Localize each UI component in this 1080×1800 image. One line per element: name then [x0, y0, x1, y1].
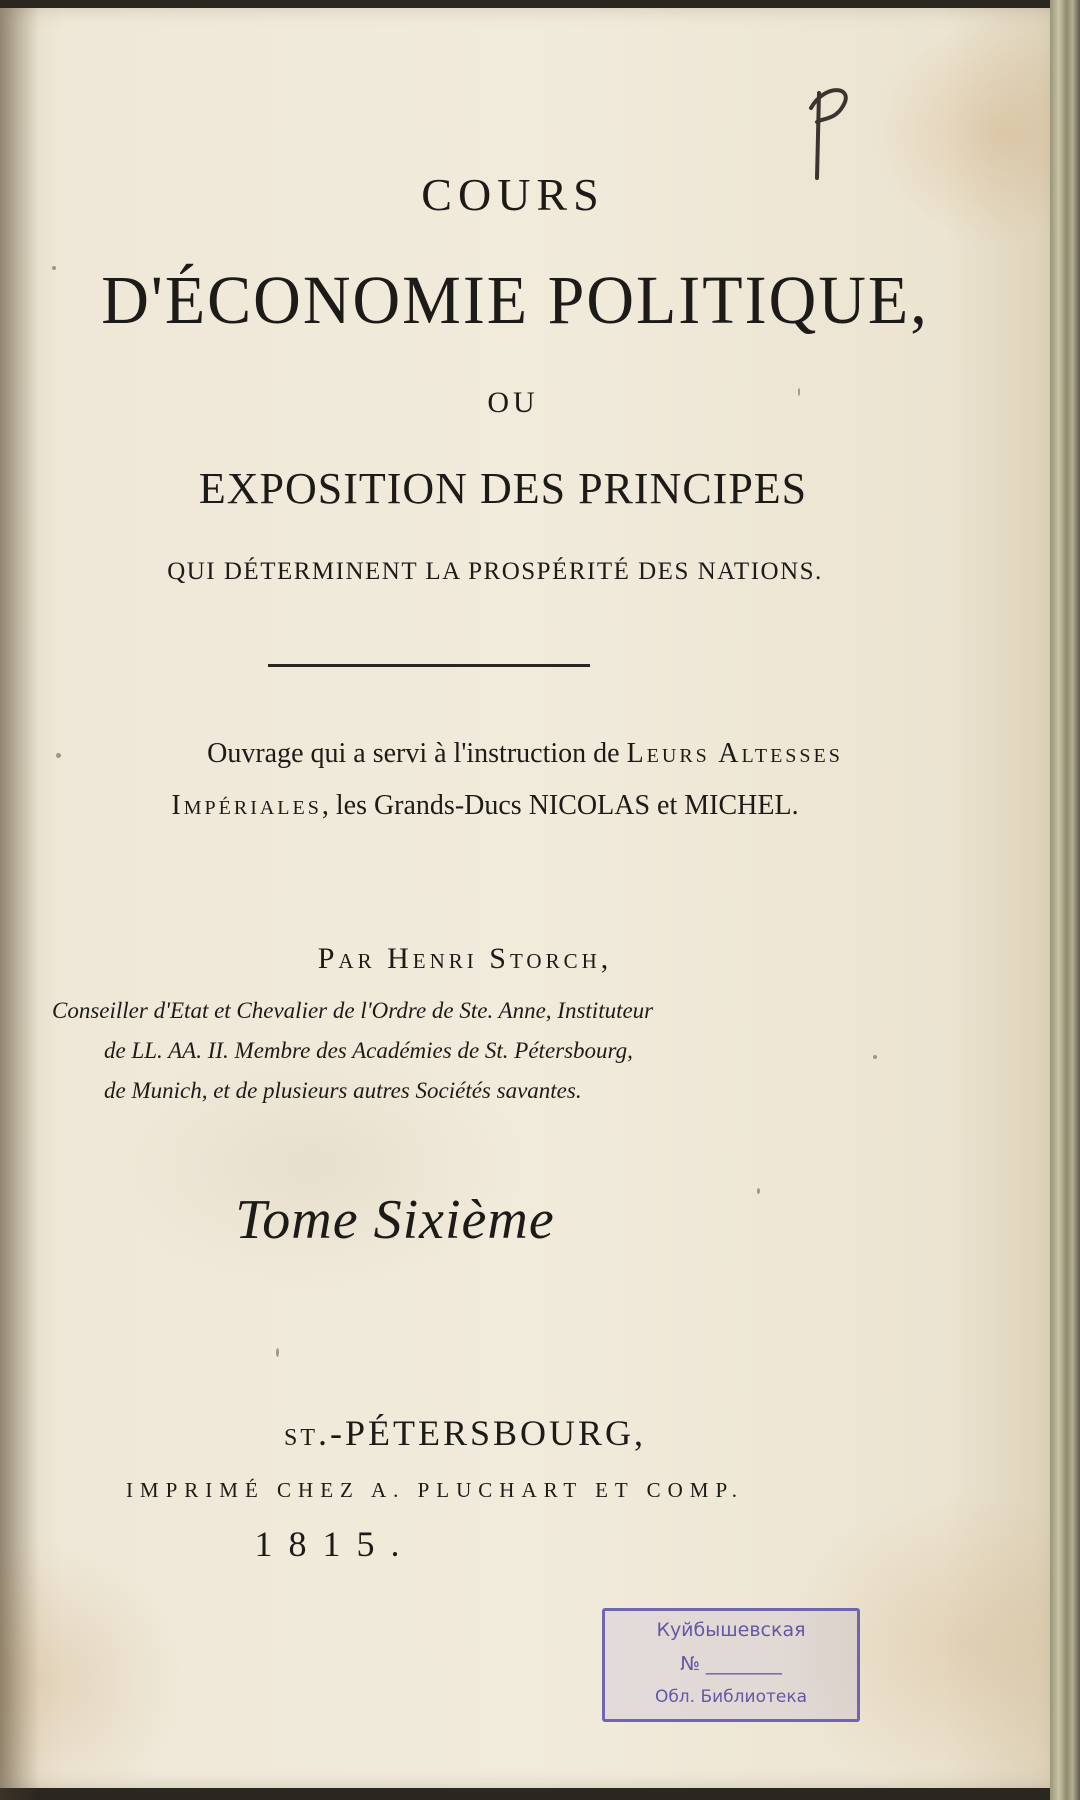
divider-rule [268, 664, 590, 667]
title-page [0, 8, 1050, 1788]
credentials-line-1: Conseiller d'Etat et Chevalier de l'Ordre de Ste. Anne, Instituteur [52, 998, 654, 1023]
subtitle-line-2: QUI DÉTERMINENT LA PROSPÉRITÉ DES NATIONS. [167, 558, 823, 585]
title-connector: OU [487, 386, 539, 419]
dedication-line-1 [0, 738, 1050, 770]
paper-speck [276, 1348, 279, 1357]
city-prefix: ST [283, 1425, 318, 1451]
credentials-line-3: de Munich, et de plusieurs autres Sociétés savantes. [104, 1078, 582, 1103]
imprint-printer: IMPRIMÉ CHEZ A. PLUCHART ET COMP. [125, 1478, 745, 1502]
imprint-city [0, 1412, 990, 1454]
title-line-2: D'ÉCONOMIE POLITIQUE, [101, 262, 929, 339]
dedication-line-2 [0, 790, 1010, 822]
dedication-text-1a: Ouvrage qui a servi à l'instruction de [207, 738, 627, 769]
subtitle-line-1: EXPOSITION DES PRINCIPES [198, 464, 808, 513]
stamp-line-2: № ________ [680, 1653, 782, 1675]
library-stamp [602, 1608, 860, 1722]
dedication-text-2b: , les Grands-Ducs NICOLAS et MICHEL. [321, 790, 799, 821]
city-rest: .-PÉTERSBOURG, [317, 1413, 647, 1453]
stamp-line-1: Куйбышевская [656, 1619, 806, 1641]
paper-speck [798, 388, 800, 396]
author-line: Par Henri Storch, [317, 942, 613, 975]
volume-label: Tome Sixième [235, 1189, 555, 1251]
handwritten-p-mark [795, 78, 855, 188]
page-edges [1050, 0, 1080, 1800]
paper-speck [873, 1055, 877, 1059]
credentials-line-2: de LL. AA. II. Membre des Académies de St. Pétersbourg, [104, 1038, 633, 1063]
paper-speck [52, 266, 56, 270]
title-line-1: COURS [421, 169, 605, 220]
paper-speck [757, 1188, 760, 1194]
dedication-text-2a: Impériales [171, 790, 322, 821]
paper-speck [56, 753, 61, 758]
dedication-text-1b: Leurs Altesses [626, 738, 843, 769]
imprint-year: 1815. [254, 1524, 416, 1564]
stamp-line-3: Обл. Библиотека [654, 1687, 808, 1707]
